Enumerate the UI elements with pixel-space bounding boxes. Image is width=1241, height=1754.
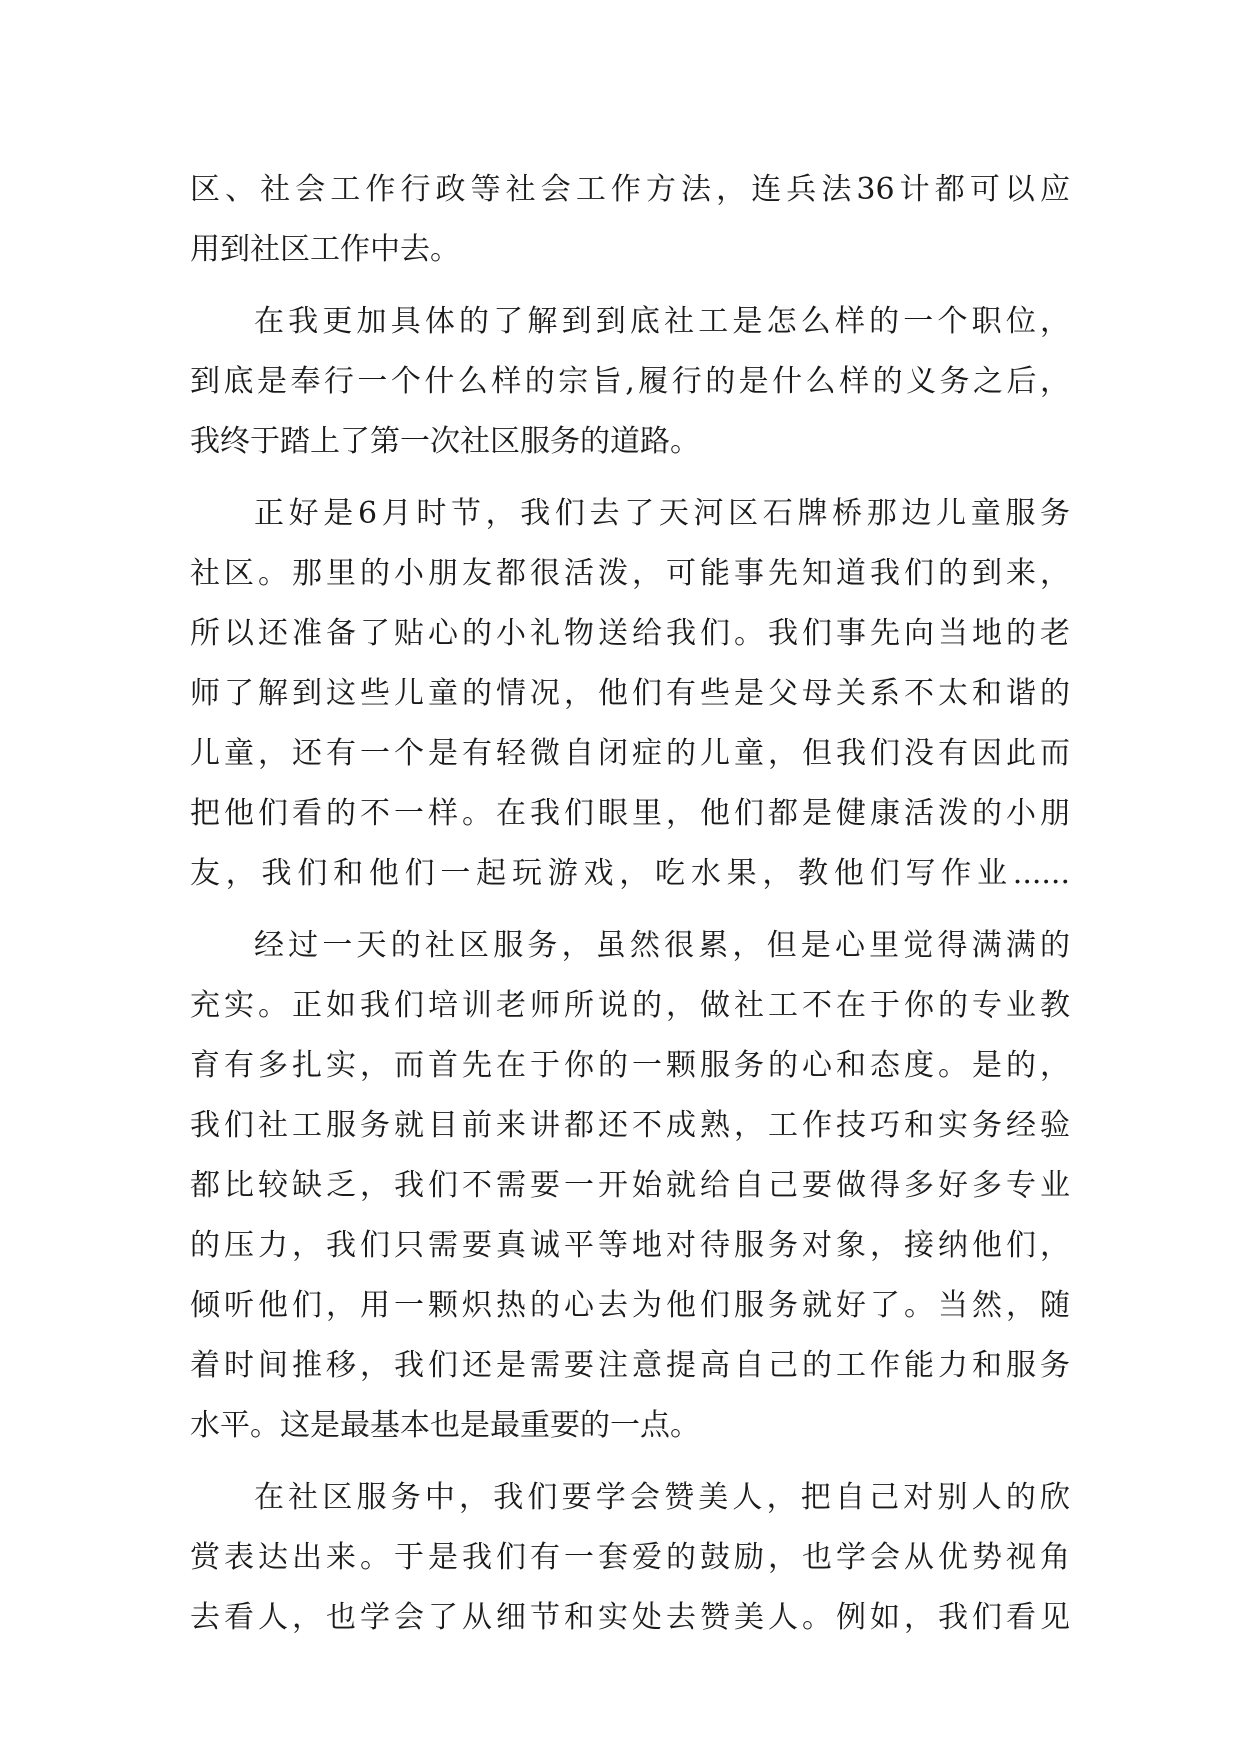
- body-line: 在我更加具体的了解到到底社工是怎么样的一个职位，: [254, 304, 1070, 339]
- body-line: 所以还准备了贴心的小礼物送给我们。我们事先向当地的老: [190, 616, 1070, 651]
- body-line: 的压力，我们只需要真诚平等地对待服务对象，接纳他们，: [190, 1228, 1070, 1263]
- body-line: 儿童，还有一个是有轻微自闭症的儿童，但我们没有因此而: [190, 736, 1070, 771]
- body-line: 去看人，也学会了从细节和实处去赞美人。例如，我们看见: [190, 1600, 1070, 1635]
- body-line: 到底是奉行一个什么样的宗旨,履行的是什么样的义务之后，: [190, 364, 1070, 399]
- body-line: 师了解到这些儿童的情况，他们有些是父母关系不太和谐的: [190, 676, 1070, 711]
- body-line: 充实。正如我们培训老师所说的，做社工不在于你的专业教: [190, 988, 1070, 1023]
- body-line: 倾听他们，用一颗炽热的心去为他们服务就好了。当然，随: [190, 1288, 1070, 1323]
- body-line: 区、社会工作行政等社会工作方法，连兵法36计都可以应: [190, 172, 1070, 207]
- body-line: 把他们看的不一样。在我们眼里，他们都是健康活泼的小朋: [190, 796, 1070, 831]
- document-body: [190, 160, 1070, 1648]
- body-line: 经过一天的社区服务，虽然很累，但是心里觉得满满的: [254, 928, 1070, 963]
- body-line: 水平。这是最基本也是最重要的一点。: [190, 1408, 700, 1443]
- body-line: 我终于踏上了第一次社区服务的道路。: [190, 424, 700, 459]
- body-line: 着时间推移，我们还是需要注意提高自己的工作能力和服务: [190, 1348, 1070, 1383]
- body-line: 友，我们和他们一起玩游戏，吃水果，教他们写作业......: [190, 856, 1070, 891]
- body-line: 社区。那里的小朋友都很活泼，可能事先知道我们的到来，: [190, 556, 1070, 591]
- body-line: 在社区服务中，我们要学会赞美人，把自己对别人的欣: [254, 1480, 1070, 1515]
- body-line: 正好是6月时节，我们去了天河区石牌桥那边儿童服务: [254, 496, 1070, 531]
- body-line: 我们社工服务就目前来讲都还不成熟，工作技巧和实务经验: [190, 1108, 1070, 1143]
- body-line: 用到社区工作中去。: [190, 232, 460, 267]
- body-line: 育有多扎实，而首先在于你的一颗服务的心和态度。是的，: [190, 1048, 1070, 1083]
- body-line: 都比较缺乏，我们不需要一开始就给自己要做得多好多专业: [190, 1168, 1070, 1203]
- body-line: 赏表达出来。于是我们有一套爱的鼓励，也学会从优势视角: [190, 1540, 1070, 1575]
